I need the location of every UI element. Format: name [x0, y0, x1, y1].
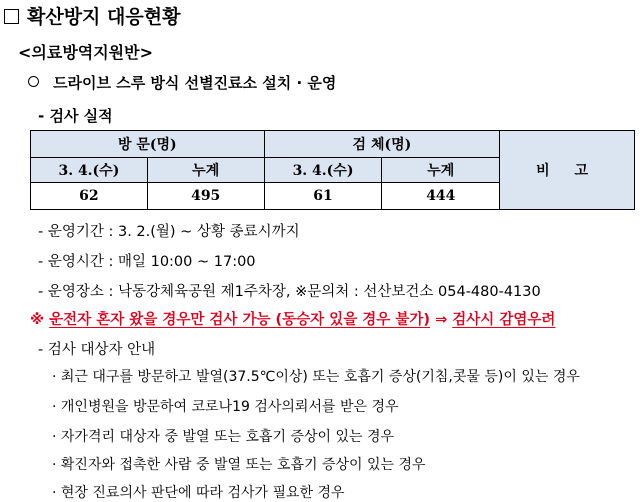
visit-today-value: 62: [31, 183, 148, 210]
visit-total-label: 누계: [147, 158, 264, 183]
test-header: 검 체(명): [264, 131, 500, 158]
criteria-item: · 확진자와 접촉한 사람 중 발열 또는 호흡기 증상이 있는 경우: [52, 457, 426, 473]
visit-date-label: 3. 4.(수): [31, 158, 148, 183]
page-title-text: 확산방지 대응현황: [27, 6, 181, 28]
page-title: [4, 2, 180, 29]
operation-period: - 운영기간 : 3. 2.(월) ~ 상황 종료시까지: [38, 224, 300, 240]
warning-arrow: ⇒: [430, 312, 453, 328]
sub-heading: - 검사 실적: [38, 107, 113, 125]
item-heading-text: 드라이브 스루 방식 선별진료소 설치 · 운영: [53, 74, 337, 92]
warning-main: 운전자 혼자 왔을 경우만 검사 가능 (동승자 있을 경우 불가): [49, 312, 431, 328]
warning-prefix: ※: [30, 312, 50, 328]
criteria-item: · 현장 진료의사 판단에 따라 검사가 필요한 경우: [52, 485, 345, 501]
criteria-item: · 자가격리 대상자 중 발열 또는 호흡기 증상이 있는 경우: [52, 429, 395, 445]
checkbox-square-icon: [4, 9, 19, 24]
operation-hours: - 운영시간 : 매일 10:00 ~ 17:00: [38, 254, 256, 270]
guide-heading: - 검사 대상자 안내: [38, 342, 156, 358]
circle-bullet-icon: [28, 76, 39, 87]
visit-total-value: 495: [147, 183, 264, 210]
criteria-item: · 최근 대구를 방문하고 발열(37.5℃이상) 또는 호흡기 증상(기침,콧물 등)이 있는 경우: [52, 369, 580, 385]
operation-place: - 운영장소 : 낙동강체육공원 제1주차장, ※문의처 : 선산보건소 054-480-4130: [38, 284, 541, 300]
test-total-label: 누계: [382, 158, 500, 183]
test-today-value: 61: [264, 183, 382, 210]
test-date-label: 3. 4.(수): [264, 158, 382, 183]
warning-notice: [30, 308, 555, 329]
item-heading: [28, 72, 336, 93]
criteria-item: · 개인병원을 방문하여 코로나19 검사의뢰서를 받은 경우: [52, 399, 399, 415]
test-results-table: [30, 130, 635, 210]
test-total-value: 444: [382, 183, 500, 210]
warning-tail: 검사시 감염우려: [452, 312, 556, 328]
section-heading: <의료방역지원반>: [18, 43, 154, 62]
visit-header: 방 문(명): [31, 131, 265, 158]
remark-header: 비 고: [500, 131, 635, 210]
